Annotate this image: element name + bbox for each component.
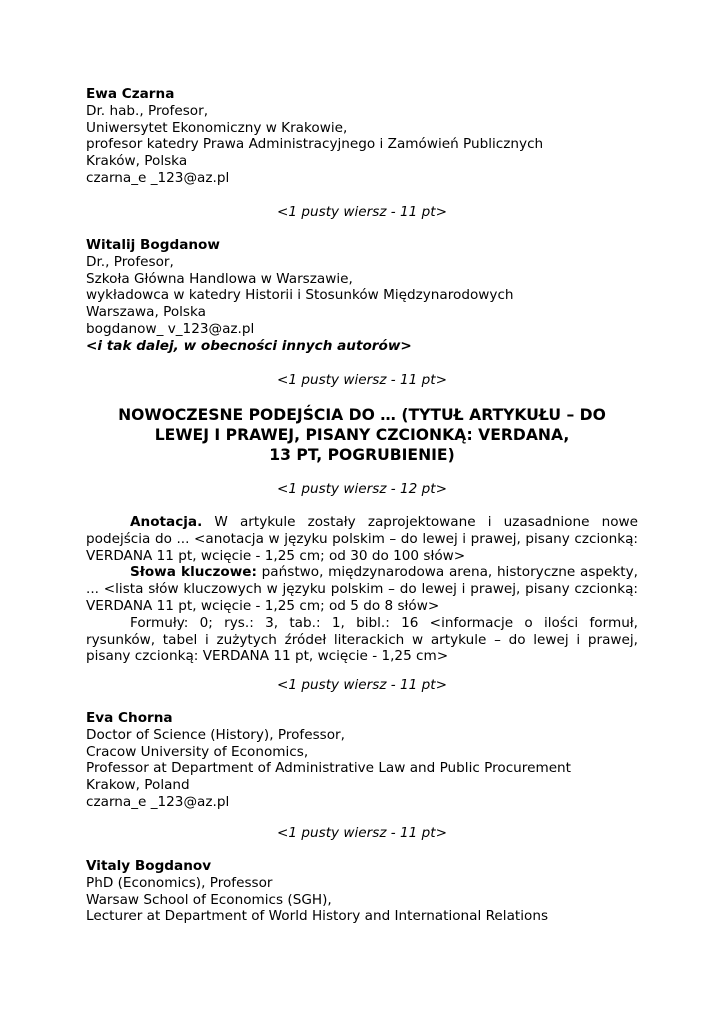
- author-location: Krakow, Poland: [86, 777, 190, 794]
- abstract-text: W artykule zostały zaprojektowane i uzasadnione nowe: [202, 514, 638, 530]
- author-degree: PhD (Economics), Professor: [86, 874, 273, 891]
- author-block-pl-2: [86, 237, 638, 355]
- author-degree: Doctor of Science (History), Professor,: [86, 726, 345, 743]
- author-name: Vitaly Bogdanov: [86, 858, 212, 874]
- spacer-note: <1 pusty wiersz - 11 pt>: [277, 825, 447, 841]
- keywords-text: państwo, międzynarodowa arena, historyczne aspekty,: [256, 564, 638, 581]
- author-position: Professor at Department of Administrative Law and Public Procurement: [86, 760, 572, 777]
- stats-line: pisany czcionką: VERDANA 11 pt, wcięcie - 1,25 cm>: [86, 648, 449, 665]
- author-name: Ewa Czarna: [86, 86, 175, 102]
- author-position: Lecturer at Department of World History and International Relations: [86, 908, 549, 925]
- abstract-line: podejścia do ... <anotacja w języku polskim – do lewej i prawej, pisany czcionką:: [86, 530, 638, 547]
- keywords-label: Słowa kluczowe:: [130, 564, 257, 581]
- stats-line: rysunków, tabel i zużytych źródeł literackich w artykule – do lewej i prawej,: [86, 631, 638, 648]
- author-university: Uniwersytet Ekonomiczny w Krakowie,: [86, 119, 348, 136]
- stats-line: Formuły: 0; rys.: 3, tab.: 1, bibl.: 16 <informacje o ilości formuł,: [130, 614, 638, 631]
- author-university: Szkoła Główna Handlowa w Warszawie,: [86, 270, 353, 287]
- article-title: [86, 405, 638, 465]
- author-location: Kraków, Polska: [86, 153, 188, 170]
- spacer-note: <1 pusty wiersz - 11 pt>: [277, 372, 447, 388]
- author-university: Cracow University of Economics,: [86, 743, 309, 760]
- author-email: bogdanow_ v_123@az.pl: [86, 320, 255, 337]
- author-position: profesor katedry Prawa Administracyjnego i Zamówień Publicznych: [86, 136, 544, 153]
- author-name: Eva Chorna: [86, 710, 173, 726]
- author-block-en-1: [86, 710, 638, 811]
- title-line: 13 PT, POGRUBIENIE): [269, 446, 455, 464]
- abstract-line: [86, 514, 638, 531]
- title-line: NOWOCZESNE PODEJŚCIA DO … (TYTUŁ ARTYKUŁU – DO: [118, 406, 606, 424]
- author-location: Warszawa, Polska: [86, 304, 206, 321]
- author-email: czarna_e _123@az.pl: [86, 793, 230, 810]
- keywords-line: ... <lista słów kluczowych w języku polskim – do lewej i prawej, pisany czcionką:: [86, 581, 638, 598]
- author-name: Witalij Bogdanow: [86, 237, 220, 253]
- author-university: Warsaw School of Economics (SGH),: [86, 891, 332, 908]
- author-email: czarna_e _123@az.pl: [86, 169, 230, 186]
- keywords-line: [86, 564, 638, 581]
- author-degree: Dr. hab., Profesor,: [86, 102, 209, 119]
- keywords-line: VERDANA 11 pt, wcięcie - 1,25 cm; od 5 do 8 słów>: [86, 597, 440, 614]
- author-block-pl-1: [86, 86, 638, 187]
- author-position: wykładowca w katedry Historii i Stosunków Międzynarodowych: [86, 287, 514, 304]
- abstract-line: VERDANA 11 pt, wcięcie - 1,25 cm; od 30 do 100 słów>: [86, 547, 466, 564]
- author-block-en-2: [86, 858, 638, 925]
- spacer-note: <1 pusty wiersz - 11 pt>: [277, 677, 447, 693]
- abstract-section: [86, 514, 638, 665]
- spacer-note: <1 pusty wiersz - 12 pt>: [277, 481, 447, 497]
- abstract-label: Anotacja.: [130, 514, 203, 530]
- spacer-note: <1 pusty wiersz - 11 pt>: [277, 204, 447, 220]
- title-line: LEWEJ I PRAWEJ, PISANY CZCIONKĄ: VERDANA,: [154, 426, 570, 444]
- other-authors-note: <i tak dalej, w obecności innych autorów>: [86, 337, 412, 354]
- author-degree: Dr., Profesor,: [86, 253, 174, 270]
